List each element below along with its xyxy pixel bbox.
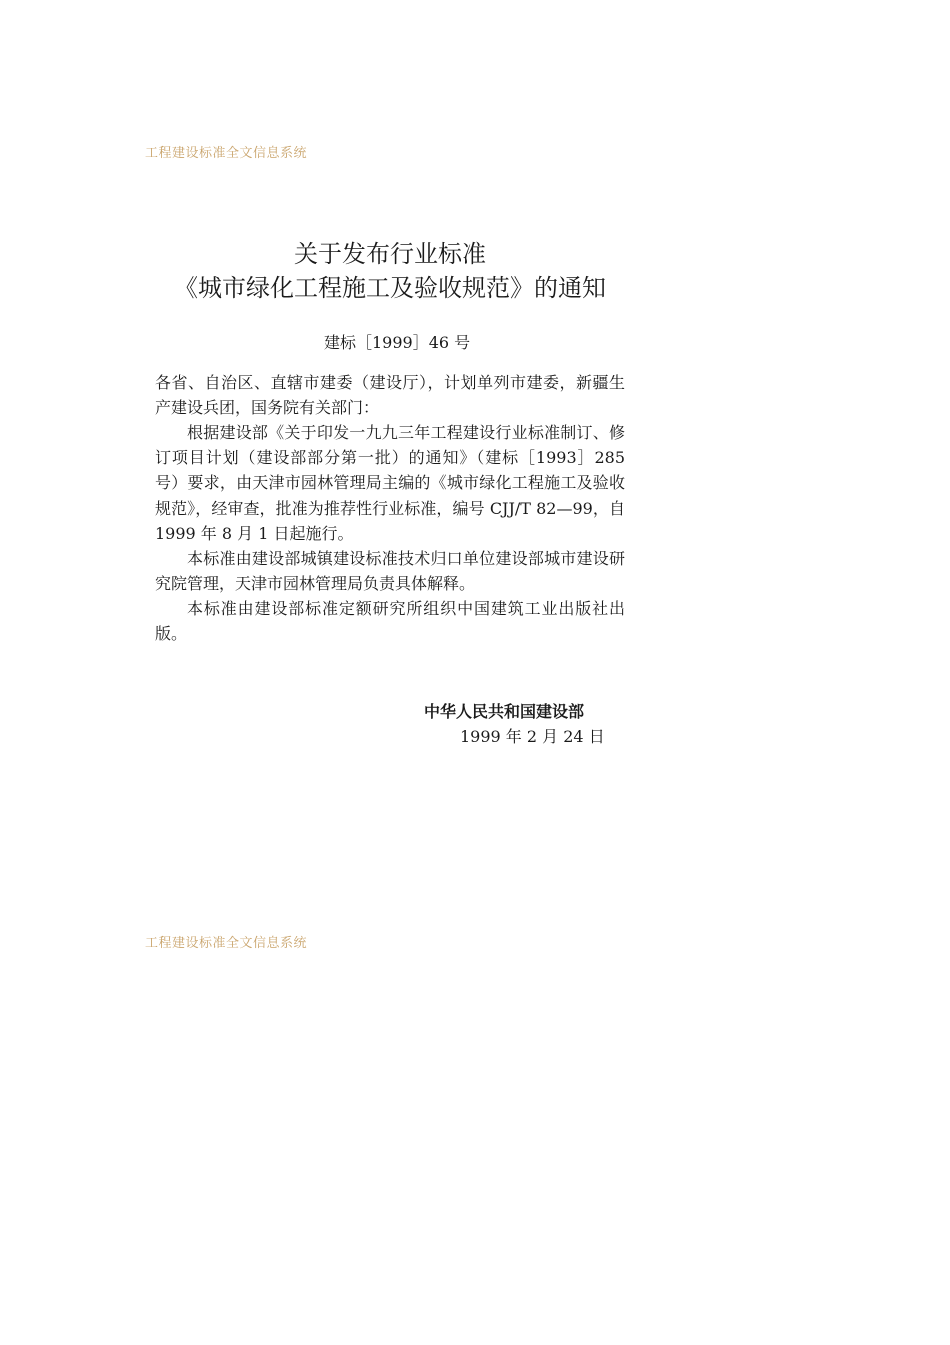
- signature-date: 1999 年 2 月 24 日: [460, 727, 605, 746]
- document-title-line-1: 关于发布行业标准: [294, 240, 486, 268]
- body-paragraph-management: 本标准由建设部城镇建设标准技术归口单位建设部城市建设研究院管理，天津市园林管理局负责具体解释。: [155, 549, 625, 594]
- watermark-footer: 工程建设标准全文信息系统: [145, 936, 308, 951]
- document-title-line-2: 《城市绿化工程施工及验收规范》的通知: [174, 274, 606, 302]
- addressee-paragraph: 各省、自治区、直辖市建委（建设厅），计划单列市建委，新疆生产建设兵团，国务院有关部门：: [155, 373, 625, 418]
- signature-organization: 中华人民共和国建设部: [424, 702, 585, 721]
- watermark-header: 工程建设标准全文信息系统: [145, 146, 308, 161]
- document-number: 建标［1999］46 号: [324, 333, 471, 352]
- body-paragraph-approval: 根据建设部《关于印发一九九三年工程建设行业标准制订、修订项目计划（建设部部分第一批）的通知》（建标［1993］285 号）要求，由天津市园林管理局主编的《城市绿化工程施工及验收规范》，经审查，批准为推荐性行业标准，编号 CJJ/T 82—99，自 1999 年 8 月 1 日起施行。: [155, 423, 625, 543]
- body-paragraph-publication: 本标准由建设部标准定额研究所组织中国建筑工业出版社出版。: [155, 599, 625, 644]
